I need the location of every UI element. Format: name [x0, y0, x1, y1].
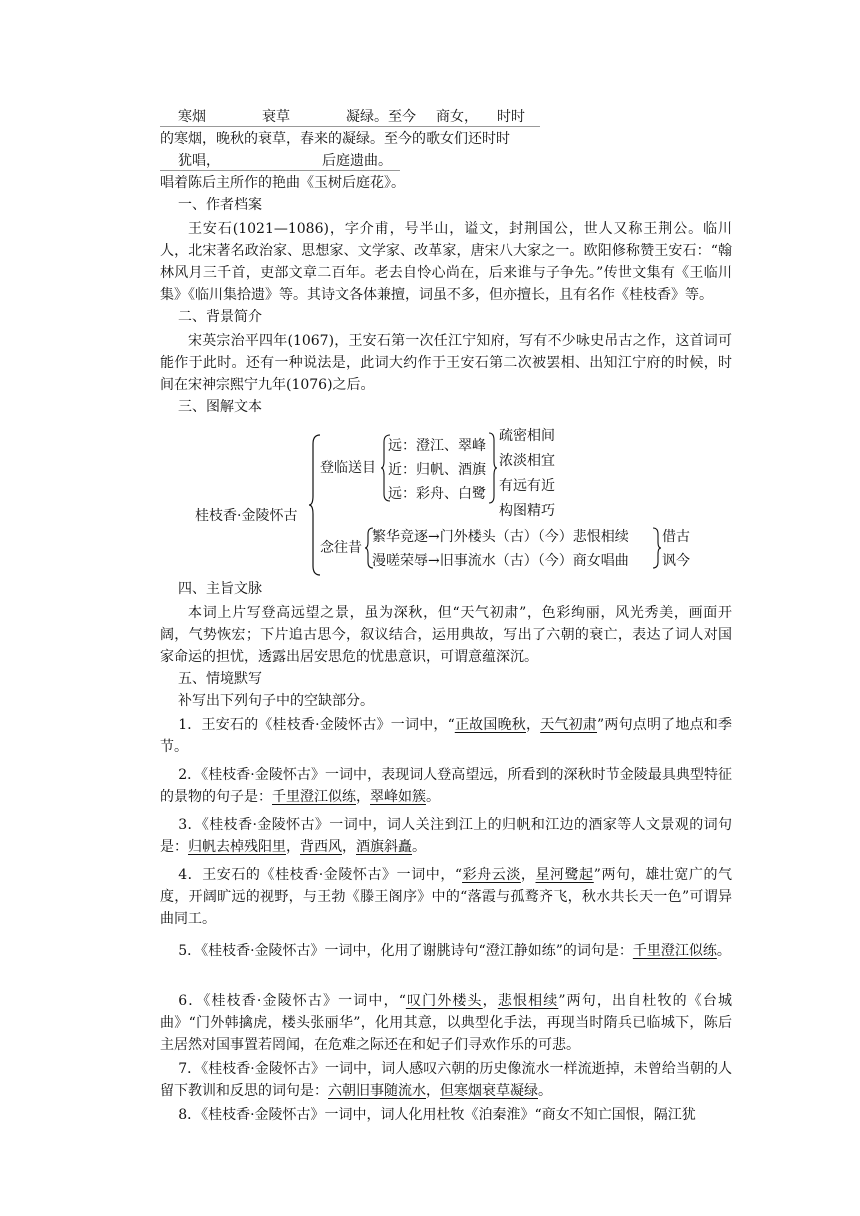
diagram-item: 远：彩舟、白鹭 — [388, 486, 486, 502]
answer-blank: 归帆去棹残阳里 — [188, 839, 286, 855]
annot-line: 的寒烟，晚秋的衰草，春来的凝绿。至今的歌女们还时时 — [160, 131, 510, 147]
question-text: 1．王安石的《桂枝香·金陵怀古》一词中，“ — [178, 717, 455, 733]
question-text: ”两句，雄壮宽广的气度，开阔旷远的视野，与王勃《滕王阁序》中的“落霞与孤鹜齐飞，秋水共长天一色”可谓异曲同工。 — [160, 867, 733, 927]
diagram-item: 繁华竞逐→门外楼头（古）（今）悲恨相续 — [372, 529, 629, 545]
question-text: 7．《桂枝香·金陵怀古》一词中，词人感叹六朝的历史像流水一样流逝掉，未曾给当朝的人留下教训和反思的词句是： — [160, 1061, 732, 1099]
answer-blank: 正故国晚秋 — [454, 717, 526, 733]
annot-word: 时时 — [497, 109, 525, 125]
diagram-branch: 念往昔 — [320, 540, 362, 556]
question-3 — [160, 814, 732, 858]
answer-blank: 叹门外楼头 — [405, 993, 483, 1009]
question-text: 8．《桂枝香·金陵怀古》一词中，词人化用杜牧《泊秦淮》“商女不知亡国恨，隔江犹 — [178, 1107, 696, 1123]
section-heading: 四、主旨文脉 — [178, 581, 262, 597]
question-text: ”两句点明了地点和季节。 — [160, 717, 732, 755]
annot-rule — [160, 170, 400, 171]
answer-blank: 千里澄江似练 — [272, 789, 356, 805]
diagram-root: 桂枝香·金陵怀古 — [195, 508, 298, 524]
question-text: ， — [356, 789, 370, 805]
question-text: 6．《桂枝香·金陵怀古》一词中，“ — [178, 993, 406, 1009]
answer-blank: 天气初肃 — [540, 717, 597, 733]
answer-blank: 千里澄江似练 — [632, 943, 717, 959]
answer-blank: 彩舟云淡 — [462, 867, 521, 883]
question-7 — [160, 1058, 732, 1102]
question-8 — [160, 1104, 732, 1126]
brace — [488, 432, 498, 504]
annot-line: 唱着陈后主所作的艳曲《玉树后庭花》。 — [160, 175, 405, 191]
diagram-branch: 登临送目 — [320, 460, 376, 476]
answer-blank: 六朝旧事随流水 — [328, 1083, 426, 1099]
annot-rule — [160, 126, 540, 127]
question-text: ， — [342, 839, 356, 855]
answer-blank: 背西风 — [300, 839, 342, 855]
diagram-item: 远：澄江、翠峰 — [388, 438, 486, 454]
section-heading: 五、情境默写 — [178, 671, 262, 687]
section-heading: 一、作者档案 — [178, 197, 262, 213]
question-5 — [160, 940, 732, 962]
question-4 — [160, 864, 732, 930]
annot-word: 凝绿。至今 — [346, 109, 416, 125]
diagram-item: 近：归帆、酒旗 — [388, 462, 486, 478]
question-text: ”两句，出自杜牧的《台城曲》“门外韩擒虎，楼头张丽华”，化用其意，以典型化手法，再现当时隋兵已临城下，陈后主居然对国事置若罔闻，在危难之际还在和妃子们寻欢作乐的可悲。 — [160, 993, 732, 1053]
section-heading: 二、背景简介 — [178, 309, 262, 325]
section-body: 宋英宗治平四年(1067)，王安石第一次任江宁知府，写有不少咏史吊古之作，这首词可能作于此时。还有一种说法是，此词大约作于王安石第二次被罢相、出知江宁府的时候，时间在宋神宗熙宁九年(1076)之后。 — [160, 333, 732, 393]
diagram-note: 疏密相间 — [499, 428, 555, 444]
question-text: 。 — [538, 1083, 552, 1099]
annot-word: 商女， — [436, 109, 478, 125]
answer-blank: 星河鹭起 — [535, 867, 594, 883]
question-text: ， — [482, 993, 498, 1009]
question-text: 4．王安石的《桂枝香·金陵怀古》一词中，“ — [178, 867, 463, 883]
question-text: ， — [520, 867, 536, 883]
question-text: 。 — [426, 789, 440, 805]
diagram-item-prefix: 漫 — [372, 553, 386, 569]
section-body: 王安石(1021—1086)，字介甫，号半山，谥文，封荆国公，世人又称王荆公。临川人，北宋著名政治家、思想家、文学家、改革家，唐宋八大家之一。欧阳修称赞王安石：“翰林风月三千首，吏部文章二百年。老去自怜心尚在，后来谁与子争先。”传世文集有《王临川集》《临川集拾遗》等。其诗文各体兼擅，词虽不多，但亦擅长，且有名作《桂枝香》等。 — [160, 221, 732, 303]
answer-blank: 翠峰如簇 — [370, 789, 426, 805]
question-text: 3．《桂枝香·金陵怀古》一词中，词人关注到江上的归帆和江边的酒家等人文景观的词句是： — [160, 817, 732, 855]
annot-word: 犹唱， — [178, 153, 220, 169]
section-heading: 三、图解文本 — [178, 399, 262, 415]
diagram-item — [372, 551, 629, 571]
section-body: 本词上片写登高远望之景，虽为深秋，但“天气初肃”，色彩绚丽，风光秀美，画面开阔，气势恢宏；下片追古思今，叙议结合，运用典故，写出了六朝的衰亡，表达了词人对国家命运的担忧，透露出居安思危的忧患意识，可谓意蕴深沉。 — [160, 605, 732, 665]
question-text: ， — [525, 717, 541, 733]
annot-word: 衰草 — [262, 109, 290, 125]
question-text: 2．《桂枝香·金陵怀古》一词中，表现词人登高望远，所看到的深秋时节金陵最具典型特征的景物的句子是： — [160, 767, 732, 805]
question-text: 。 — [716, 943, 731, 959]
diagram-item-text: 嗟荣辱→旧事流水（古）（今）商女唱曲 — [386, 553, 629, 569]
annot-word: 寒烟 — [178, 109, 206, 125]
annot-word: 后庭遗曲。 — [322, 153, 392, 169]
answer-blank: 悲恨相续 — [497, 993, 559, 1009]
brace — [652, 527, 662, 569]
question-text: ， — [426, 1083, 440, 1099]
answer-blank: 酒旗斜矗 — [356, 839, 412, 855]
question-text: ， — [286, 839, 300, 855]
answer-blank: 但寒烟衰草凝绿 — [440, 1083, 538, 1099]
question-6 — [160, 990, 732, 1056]
diagram-note: 构图精巧 — [499, 503, 555, 519]
diagram-note: 讽今 — [662, 553, 690, 569]
question-text: 5．《桂枝香·金陵怀古》一词中，化用了谢朓诗句“澄江静如练”的词句是： — [178, 943, 633, 959]
question-text: 。 — [412, 839, 426, 855]
diagram-note: 有远有近 — [499, 478, 555, 494]
section-intro: 补写出下列句子中的空缺部分。 — [178, 693, 374, 709]
question-1 — [160, 714, 732, 758]
diagram-note: 浓淡相宜 — [499, 453, 555, 469]
question-2 — [160, 764, 732, 808]
diagram-note: 借古 — [662, 529, 690, 545]
